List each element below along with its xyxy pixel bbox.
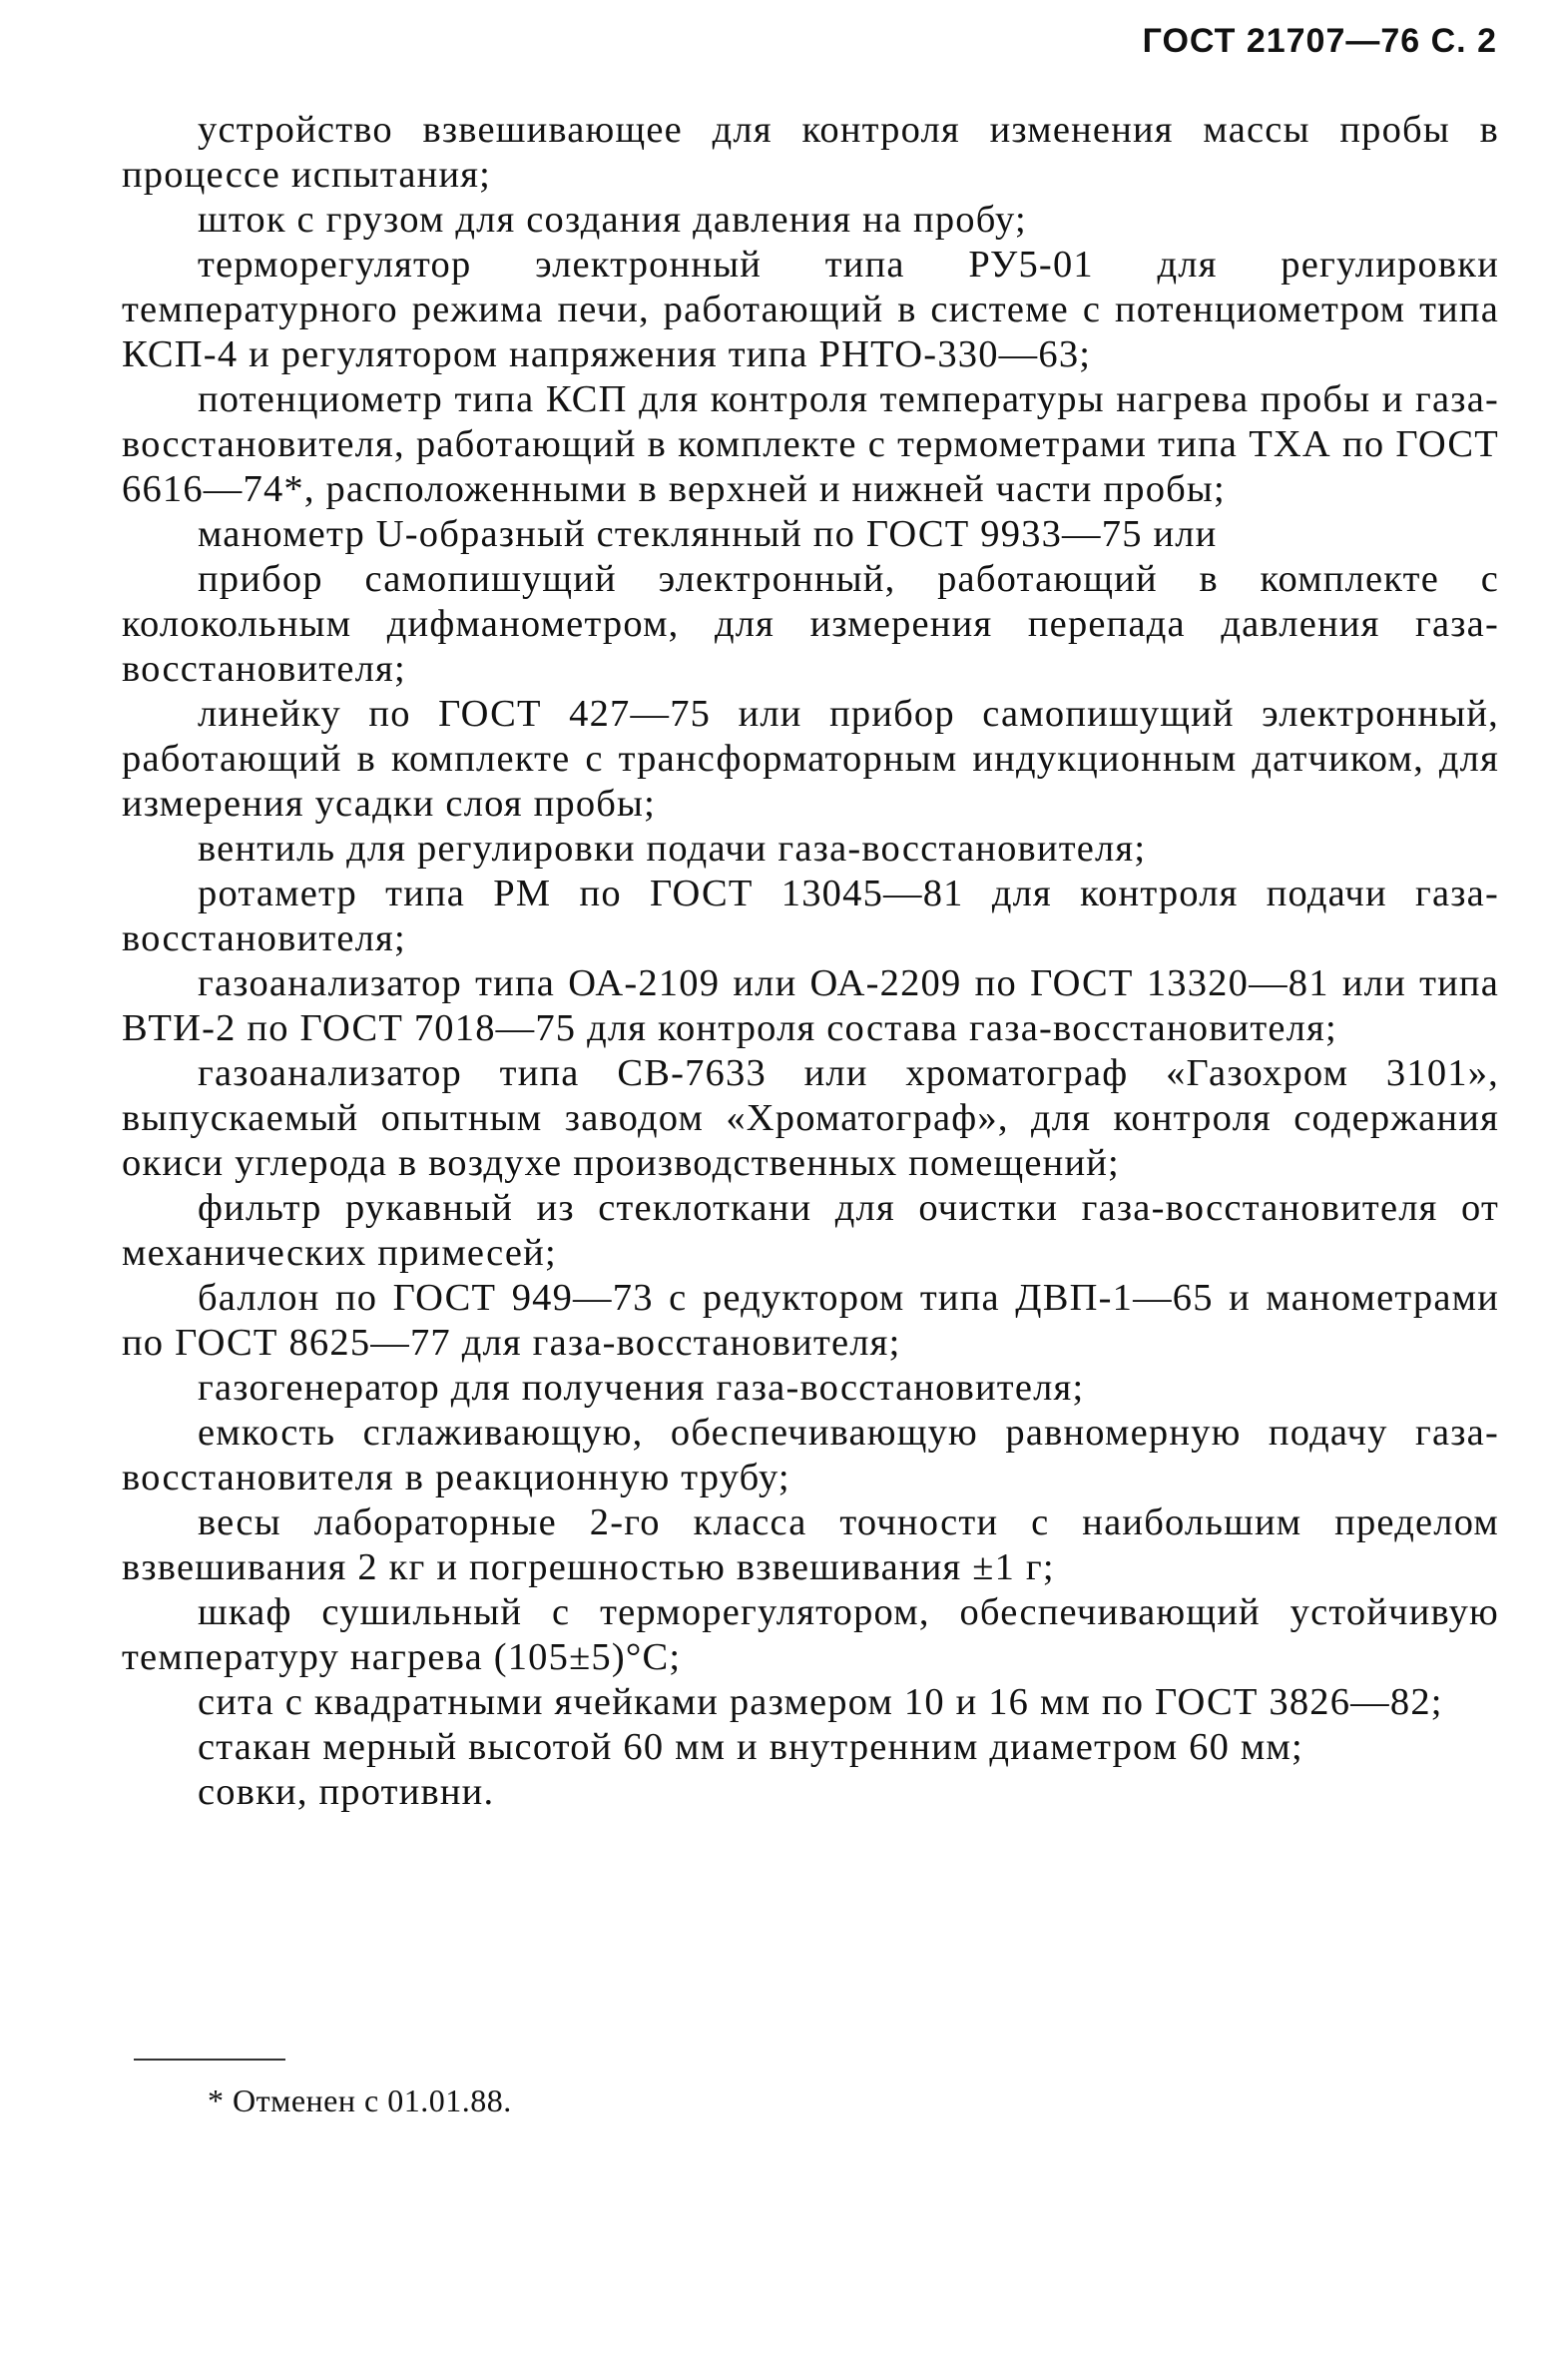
list-item: совки, противни. [198,1771,495,1813]
list-item: потенциометр типа КСП для контроля температуры нагрева пробы и газа-восстановителя, работающий в комплекте с термометрами типа ТХА по ГОСТ 6616—74*, расположенными в верхней и нижней части пробы; [122,378,1510,510]
list-item: манометр U-образный стеклянный по ГОСТ 9933—75 или [198,513,1218,555]
footnote-divider [134,2059,285,2061]
list-item: фильтр рукавный из стеклоткани для очистки газа-восстановителя от механических примесей; [122,1187,1510,1274]
list-item: прибор самопишущий электронный, работающий в комплекте с колокольным дифманометром, для измерения перепада давления газа-восстановителя; [122,558,1510,690]
list-item: газоанализатор типа СВ-7633 или хроматограф «Газохром 3101», выпускаемый опытным заводом «Хроматограф», для контроля содержания окиси углерода в воздухе производственных помещений; [122,1052,1510,1184]
list-item: вентиль для регулировки подачи газа-восстановителя; [198,828,1147,870]
list-item: газоанализатор типа ОА-2109 или ОА-2209 по ГОСТ 13320—81 или типа ВТИ-2 по ГОСТ 7018—75 для контроля состава газа-восстановителя; [122,962,1510,1049]
list-item: ротаметр типа РМ по ГОСТ 13045—81 для контроля подачи газа-восстановителя; [122,873,1499,959]
list-item: терморегулятор электронный типа РУ5-01 для регулировки температурного режима печи, работающий в системе с потенциометром типа КСП-4 и регулятором напряжения типа РНТО-330—63; [122,244,1510,375]
page-header: ГОСТ 21707—76 С. 2 [1142,22,1497,60]
equipment-list [122,108,1510,1815]
list-item: сита с квадратными ячейками размером 10 и 16 мм по ГОСТ 3826—82; [198,1681,1443,1723]
list-item: шкаф сушильный с терморегулятором, обеспечивающий устойчивую температуру нагрева (105±5)°С; [122,1591,1510,1678]
list-item: устройство взвешивающее для контроля изменения массы пробы в процессе испытания; [122,109,1510,196]
list-item: баллон по ГОСТ 949—73 с редуктором типа ДВП-1—65 и манометрами по ГОСТ 8625—77 для газа-восстановителя; [122,1277,1510,1364]
list-item: линейку по ГОСТ 427—75 или прибор самопишущий электронный, работающий в комплекте с трансформаторным индукционным датчиком, для измерения усадки слоя пробы; [122,693,1510,825]
footnote: * Отменен с 01.01.88. [208,2082,512,2118]
list-item: стакан мерный высотой 60 мм и внутренним диаметром 60 мм; [198,1726,1303,1768]
list-item: емкость сглаживающую, обеспечивающую равномерную подачу газа-восстановителя в реакционную трубу; [122,1412,1499,1498]
list-item: весы лабораторные 2-го класса точности с наибольшим пределом взвешивания 2 кг и погрешностью взвешивания ±1 г; [122,1501,1510,1588]
list-item: газогенератор для получения газа-восстановителя; [198,1367,1085,1409]
list-item: шток с грузом для создания давления на пробу; [198,199,1027,241]
